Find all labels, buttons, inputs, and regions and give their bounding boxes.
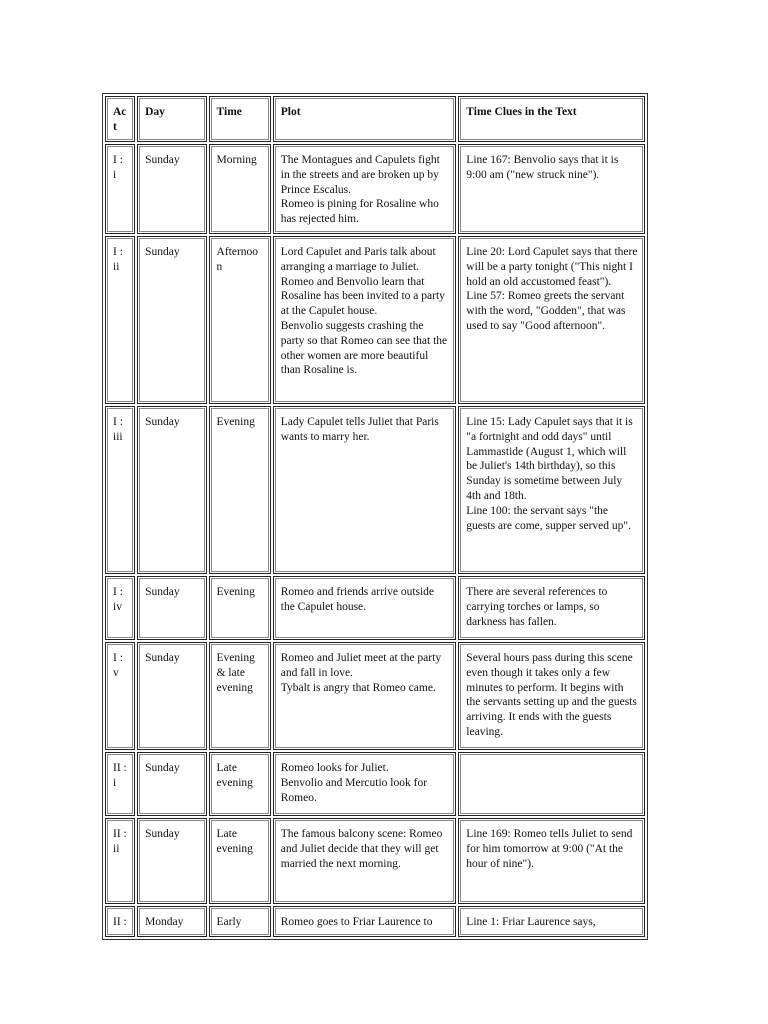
- plot-cell: Romeo looks for Juliet. Benvolio and Mercutio look for Romeo.: [273, 752, 457, 816]
- time-cell: Late evening: [209, 818, 271, 904]
- day-cell: Sunday: [137, 144, 206, 234]
- time-cell: Afternoo n: [209, 236, 271, 404]
- clues-cell: [458, 752, 645, 816]
- plot-cell: Romeo goes to Friar Laurence to: [273, 906, 457, 937]
- table-row: [105, 236, 645, 404]
- plot-cell: Lord Capulet and Paris talk about arranging a marriage to Juliet. Romeo and Benvolio learn that Rosaline has been invited to a party at the Capulet house. Benvolio suggests crashing the party so that Romeo can see that the other women are more beautiful than Rosaline is.: [273, 236, 457, 404]
- time-cell: Evening: [209, 576, 271, 640]
- table-row: [105, 144, 645, 234]
- day-cell: Sunday: [137, 642, 206, 750]
- plot-cell: Romeo and friends arrive outside the Capulet house.: [273, 576, 457, 640]
- act-cell: I : v: [105, 642, 135, 750]
- clues-cell: Several hours pass during this scene even though it takes only a few minutes to perform. It begins with the servants setting up and the guests arriving. It ends with the guests leaving.: [458, 642, 645, 750]
- day-cell: Sunday: [137, 818, 206, 904]
- clues-cell: Line 15: Lady Capulet says that it is "a fortnight and odd days" until Lammastide (August 1, which will be Juliet's 14th birthday), so this Sunday is sometime between July 4th and 18th. Line 100: the servant says "the guests are come, supper served up".: [458, 406, 645, 574]
- table-row: [105, 406, 645, 574]
- time-cell: Late evening: [209, 752, 271, 816]
- time-cell: Morning: [209, 144, 271, 234]
- clues-cell: Line 1: Friar Laurence says,: [458, 906, 645, 937]
- header-time-clues: Time Clues in the Text: [458, 96, 645, 142]
- plot-cell: Romeo and Juliet meet at the party and fall in love. Tybalt is angry that Romeo came.: [273, 642, 457, 750]
- table-row: [105, 906, 645, 937]
- plot-cell: The famous balcony scene: Romeo and Juliet decide that they will get married the next morning.: [273, 818, 457, 904]
- table-row: [105, 752, 645, 816]
- day-cell: Sunday: [137, 752, 206, 816]
- act-cell: I : ii: [105, 236, 135, 404]
- day-cell: Sunday: [137, 406, 206, 574]
- header-day: Day: [137, 96, 206, 142]
- header-act: Ac t: [105, 96, 135, 142]
- act-cell: II : ii: [105, 818, 135, 904]
- plot-cell: The Montagues and Capulets fight in the streets and are broken up by Prince Escalus. Romeo is pining for Rosaline who has rejected him.: [273, 144, 457, 234]
- clues-cell: There are several references to carrying torches or lamps, so darkness has fallen.: [458, 576, 645, 640]
- table-row: [105, 642, 645, 750]
- plot-cell: Lady Capulet tells Juliet that Paris wants to marry her.: [273, 406, 457, 574]
- clues-cell: Line 20: Lord Capulet says that there will be a party tonight ("This night I hold an old accustomed feast"). Line 57: Romeo greets the servant with the word, "Godden", that was used to say "Good afternoon".: [458, 236, 645, 404]
- act-cell: II : i: [105, 752, 135, 816]
- act-cell: I : iii: [105, 406, 135, 574]
- act-cell: I : i: [105, 144, 135, 234]
- act-cell: II :: [105, 906, 135, 937]
- day-cell: Sunday: [137, 576, 206, 640]
- table-row: [105, 576, 645, 640]
- day-cell: Monday: [137, 906, 206, 937]
- clues-cell: Line 167: Benvolio says that it is 9:00 am ("new struck nine").: [458, 144, 645, 234]
- time-cell: Evening: [209, 406, 271, 574]
- header-time: Time: [209, 96, 271, 142]
- act-cell: I : iv: [105, 576, 135, 640]
- timeline-table: [102, 93, 648, 940]
- clues-cell: Line 169: Romeo tells Juliet to send for him tomorrow at 9:00 ("At the hour of nine").: [458, 818, 645, 904]
- day-cell: Sunday: [137, 236, 206, 404]
- table-row: [105, 818, 645, 904]
- time-cell: Early: [209, 906, 271, 937]
- time-cell: Evening & late evening: [209, 642, 271, 750]
- header-row: [105, 96, 645, 142]
- header-plot: Plot: [273, 96, 457, 142]
